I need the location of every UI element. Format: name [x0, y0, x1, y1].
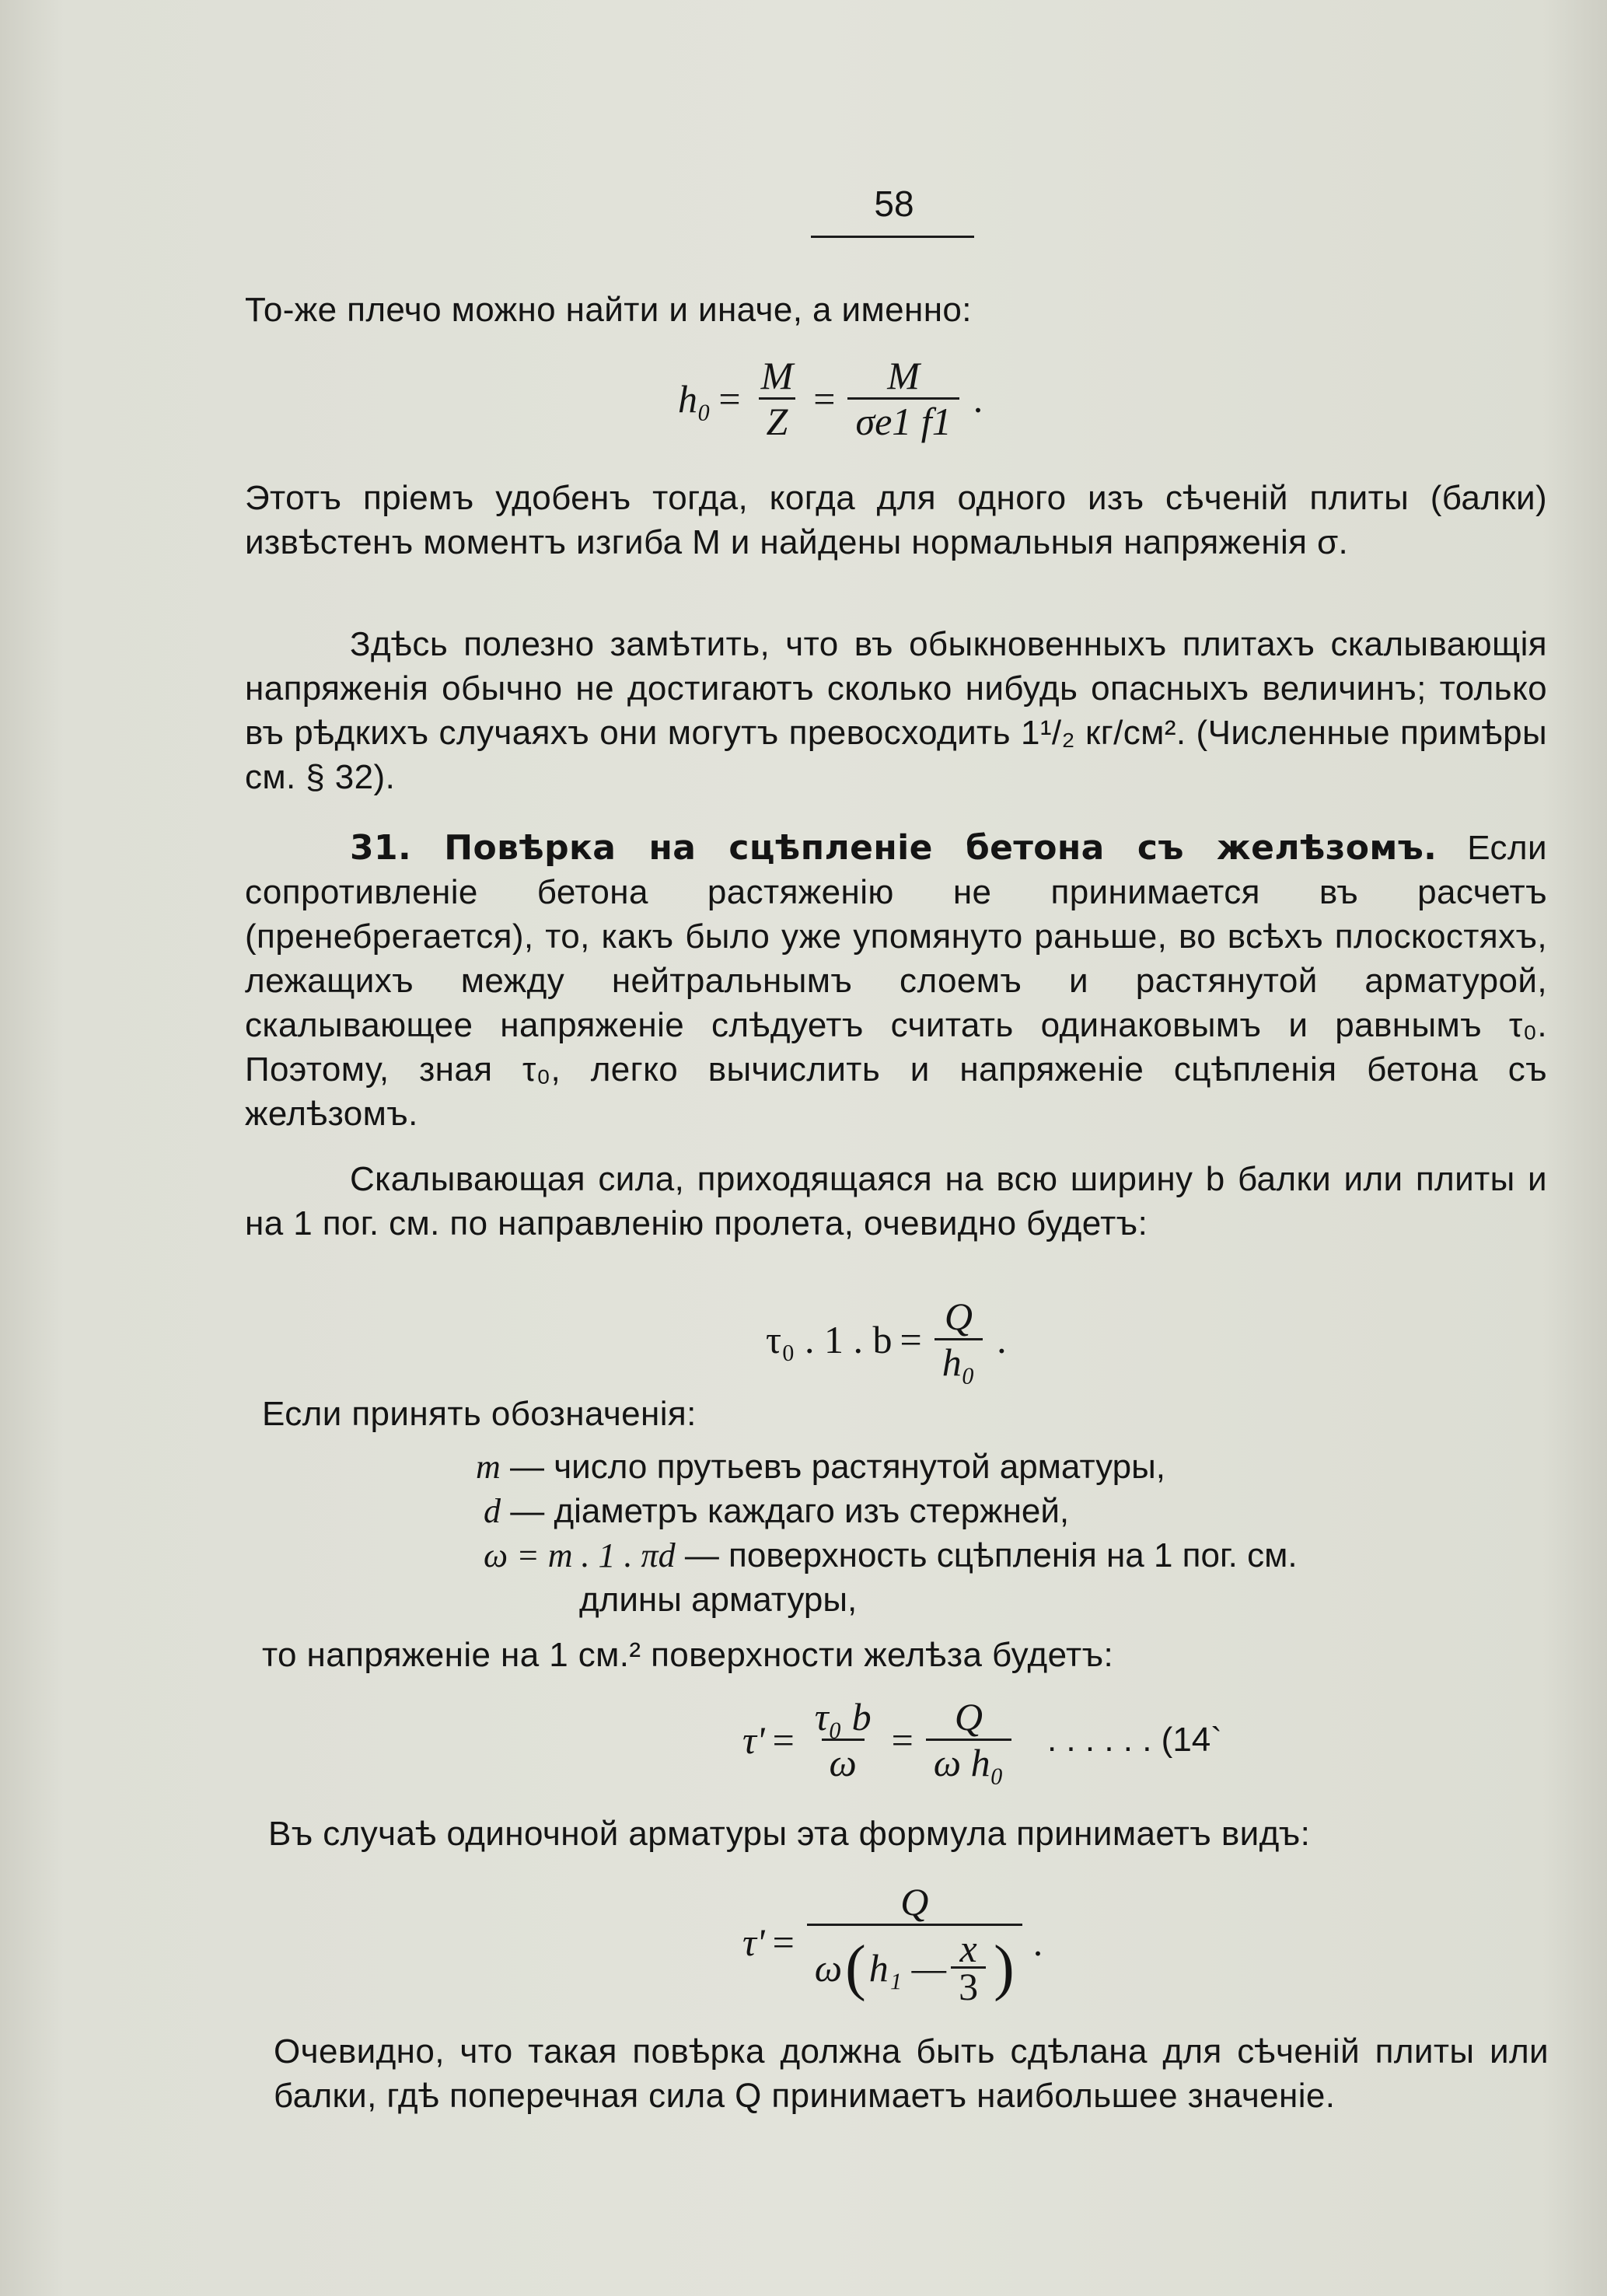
- formula-equals: =: [772, 1718, 795, 1762]
- definition-symbol: ω = m . 1 . πd: [484, 1536, 676, 1574]
- numerator: Q: [900, 1880, 929, 1924]
- definition-omega: [484, 1533, 1298, 1578]
- equation-number: . . . . . . (14`: [1046, 1720, 1222, 1759]
- close-paren: ): [994, 1933, 1015, 2002]
- fraction-m-over-z: [753, 354, 802, 443]
- formula-lhs: h₀: [678, 376, 711, 421]
- denominator: ω h₀: [926, 1739, 1011, 1784]
- paragraph-text: Этотъ пріемъ удобенъ тогда, когда для одного изъ сѣченій плиты (балки) извѣстенъ моментъ изгиба M и найдены нормальныя напряженія σ.: [245, 479, 1547, 561]
- definition-text: — діаметръ каждаго изъ стержней,: [510, 1492, 1070, 1530]
- section-body: Если сопротивленіе бетона растяженію не принимается въ расчетъ (пренебрегается), то, какъ было уже упомянуто раньше, во всѣхъ плоскостяхъ, лежащихъ между нейтральнымъ слоемъ и растянутой арматурой, скалывающее напряженіе слѣдуетъ считать одинаковымъ и равнымъ τ₀. Поэтому, зная τ₀, легко вычислить и напряженіе сцѣпленія бетона съ желѣзомъ.: [245, 829, 1547, 1133]
- definition-d: [484, 1489, 1069, 1533]
- denominator: ω: [822, 1739, 865, 1784]
- formula-end: .: [1032, 1920, 1043, 1964]
- paragraph-text: Здѣсь полезно замѣтить, что въ обыкновенныхъ плитахъ скалывающія напряженія обычно не достигаютъ сколько нибудь опасныхъ величинъ; только въ рѣдкихъ случаяхъ они могутъ превосходить 1¹/₂ кг/см². (Численные примѣры см. § 32).: [245, 625, 1547, 796]
- denominator: h₀: [935, 1338, 983, 1384]
- fraction-x-over-3: [951, 1927, 986, 2008]
- open-paren: (: [845, 1933, 866, 2002]
- denominator: Z: [759, 397, 796, 443]
- fraction-tau-b-over-omega: [807, 1695, 879, 1784]
- formula-lever-arm: [678, 354, 983, 443]
- paragraph-2: [245, 476, 1547, 564]
- fraction-q-over-h0: [935, 1295, 983, 1384]
- paragraph-1: [245, 288, 1547, 332]
- page-number: 58: [874, 183, 914, 224]
- page-number-rule: [811, 236, 974, 238]
- paragraph-text: Очевидно, что такая повѣрка должна быть сдѣлана для сѣченій плиты или балки, гдѣ поперечная сила Q принимаетъ наибольшее значеніе.: [274, 2032, 1549, 2115]
- definition-text: — число прутьевъ растянутой арматуры,: [510, 1448, 1165, 1486]
- numerator: M: [887, 354, 920, 397]
- formula-equals: =: [891, 1718, 914, 1762]
- numerator: Q: [954, 1695, 983, 1739]
- definition-text: длины арматуры,: [579, 1581, 858, 1619]
- paragraph-7: [245, 1633, 1547, 1677]
- definition-continuation: [579, 1578, 857, 1622]
- denominator: [807, 1924, 1022, 2008]
- formula-equals: =: [718, 376, 741, 421]
- formula-single-reinforcement: [742, 1880, 1043, 2008]
- paragraph-8: [245, 1812, 1547, 1856]
- paragraph-3: [245, 622, 1547, 799]
- fraction-m-over-sigma-f: [847, 354, 959, 443]
- formula-end: .: [997, 1317, 1007, 1361]
- definition-text: — поверхность сцѣпленія на 1 пог. см.: [684, 1536, 1298, 1574]
- formula-lhs: τ': [742, 1718, 765, 1762]
- paragraph-9: [274, 2029, 1549, 2118]
- intro-sentence: То-же плечо можно найти и иначе, а именно:: [245, 291, 972, 329]
- definition-symbol: m: [476, 1448, 501, 1486]
- denominator: σe1 f1: [847, 397, 959, 443]
- numerator: Q: [944, 1295, 973, 1338]
- formula-equals: =: [900, 1317, 922, 1361]
- fraction-q-over-omega-h0: [926, 1695, 1011, 1784]
- paragraph-text: Скалывающая сила, приходящаяся на всю ширину b балки или плиты и на 1 пог. см. по направленію пролета, очевидно будетъ:: [245, 1160, 1547, 1242]
- denominator-h1: h₁ —: [868, 1945, 947, 1990]
- section-heading: 31. Повѣрка на сцѣпленіе бетона съ желѣзомъ.: [350, 828, 1438, 868]
- formula-shear-force: [766, 1295, 1007, 1384]
- paragraph-5: [245, 1157, 1547, 1246]
- formula-end: .: [973, 376, 983, 421]
- paragraph-6: [245, 1392, 1547, 1436]
- numerator: τ₀ b: [814, 1695, 872, 1739]
- formula-lhs: τ₀ . 1 . b: [766, 1317, 893, 1361]
- definition-symbol: d: [484, 1492, 501, 1530]
- paragraph-text: то напряженіе на 1 см.² поверхности желѣза будетъ:: [262, 1636, 1114, 1674]
- numerator: x: [959, 1927, 977, 1970]
- denominator: 3: [951, 1966, 986, 2004]
- formula-equals: =: [813, 376, 836, 421]
- formula-14: [742, 1695, 1222, 1784]
- formula-equals: =: [772, 1920, 795, 1964]
- section-31: [245, 826, 1547, 1136]
- definition-m: [476, 1445, 1165, 1489]
- paragraph-text: Если принять обозначенія:: [262, 1395, 697, 1433]
- formula-lhs: τ': [742, 1920, 765, 1964]
- denominator-omega: ω: [814, 1945, 843, 1990]
- paragraph-text: Въ случаѣ одиночной арматуры эта формула принимаетъ видъ:: [268, 1815, 1311, 1853]
- numerator: M: [760, 354, 794, 397]
- fraction-q-over-omega-h: [807, 1880, 1022, 2008]
